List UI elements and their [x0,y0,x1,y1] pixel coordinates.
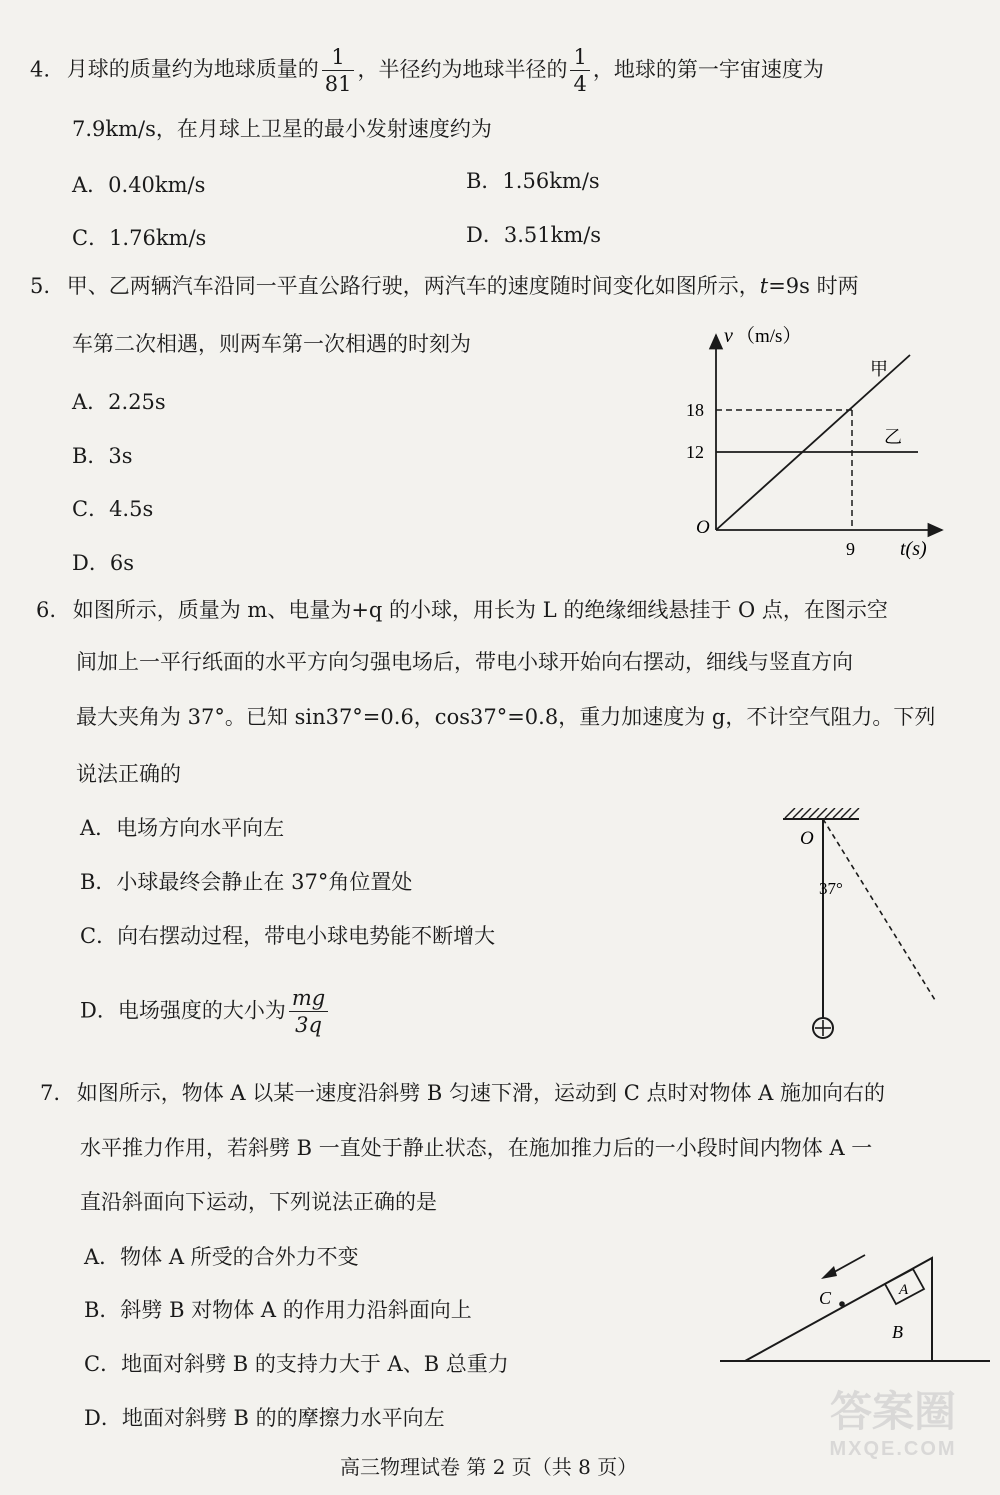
q4-option-a: A．0.40km/s [72,173,206,197]
q5-origin: O [696,517,710,538]
q6-point-o: O [800,828,814,849]
q4-option-b: B．1.56km/s [466,169,600,193]
q5-tick-18: 18 [686,400,704,420]
q5-option-b: B．3s [72,444,133,468]
q5-t-symbol: t [759,274,769,298]
q7-motion-arrowhead [821,1266,837,1279]
q5-number: 5. [30,274,51,298]
q7-line3: 直沿斜面向下运动，下列说法正确的是 [80,1190,437,1214]
q5-option-c: C．4.5s [72,497,154,521]
q5-text-a: 甲、乙两辆汽车沿同一平直公路行驶，两汽车的速度随时间变化如图所示， [66,274,760,298]
q7-number: 7. [40,1081,61,1105]
q4-number: 4. [30,57,51,82]
q4-option-c: C．1.76km/s [72,226,207,250]
q6-pendulum-figure [775,808,955,1043]
q5-tick-9: 9 [846,539,855,559]
q5-option-a: A．2.25s [72,390,166,414]
q4-fraction-1-81: $\frac{1}{81}$ [322,44,355,98]
q5-tick-12: 12 [686,442,704,462]
q6-max-angle-line [823,819,935,1000]
q5-x-label: t(s) [900,538,927,560]
q7-label-c: C [819,1288,832,1308]
watermark-logo [808,1388,978,1488]
q6-text-1: 如图所示，质量为 m、电量为+q 的小球，用长为 L 的绝缘细线悬挂于 O 点，在图示空 [72,598,888,622]
q6-option-c: C．向右摆动过程，带电小球电势能不断增大 [80,924,496,948]
q6-option-a: A．电场方向水平向左 [80,816,285,840]
q7-text-1: 如图所示，物体 A 以某一速度沿斜劈 B 匀速下滑，运动到 C 点时对物体 A 施加向右的 [76,1081,885,1105]
q5-velocity-time-graph [680,315,955,565]
q5-line1 [30,274,859,299]
watermark-line2: MXQE.COM [829,1438,957,1460]
q7-point-c [839,1301,845,1307]
q7-label-a: A [899,1282,909,1298]
q6-number: 6. [36,598,57,622]
q6-line1 [36,598,888,623]
q4-text-c: ，地球的第一宇宙速度为 [592,57,824,82]
q7-option-d: D．地面对斜劈 B 的的摩擦力水平向左 [84,1406,445,1430]
q4-option-d: D．3.51km/s [466,223,602,247]
q5-label-jia: 甲 [870,359,888,379]
q4-line2: 7.9km/s，在月球上卫星的最小发射速度约为 [72,117,492,141]
q6-line4: 说法正确的 [76,762,181,786]
q5-label-yi: 乙 [884,427,902,447]
q7-option-c: C．地面对斜劈 B 的支持力大于 A、B 总重力 [84,1352,509,1376]
q6-fraction-mg-3q: $\frac{mg}{3q}$ [289,985,328,1039]
q7-incline-figure [715,1228,995,1368]
q7-option-a: A．物体 A 所受的合外力不变 [84,1245,359,1269]
q6-angle-label: 37° [819,879,843,898]
q5-y-label-v: v [724,325,733,347]
q4-fraction-1-4: $\frac{1}{4}$ [570,44,589,98]
q5-option-d: D．6s [72,551,134,575]
q5-line-jia [716,355,910,530]
q6-line3: 最大夹角为 37°。已知 sin37°=0.6，cos37°=0.8，重力加速度为 g，不计空气阻力。下列 [76,705,936,729]
q5-text-b: =9s 时两 [768,274,859,298]
q6-option-d-prefix: D．电场强度的大小为 [80,998,286,1023]
watermark-line1: 答案圈 [829,1388,956,1435]
q7-label-b: B [892,1322,903,1342]
q7-line2: 水平推力作用，若斜劈 B 一直处于静止状态，在施加推力后的一小段时间内物体 A 一 [80,1136,873,1160]
q7-option-b: B．斜劈 B 对物体 A 的作用力沿斜面向上 [84,1298,472,1322]
q6-ceiling-hatch [785,808,859,818]
q6-option-b: B．小球最终会静止在 37°角位置处 [80,870,413,894]
q5-line2: 车第二次相遇，则两车第一次相遇的时刻为 [72,332,471,356]
q4-text-b: ，半径约为地球半径的 [357,57,568,82]
q7-line1 [40,1081,885,1106]
q4-line1 [30,44,824,98]
page-footer: 高三物理试卷 第 2 页（共 8 页） [340,1455,638,1479]
q4-text-a: 月球的质量约为地球质量的 [66,57,319,82]
q6-option-d [80,985,331,1039]
q6-line2: 间加上一平行纸面的水平方向匀强电场后，带电小球开始向右摆动，细线与竖直方向 [76,650,853,674]
q5-y-label-unit: （m/s） [736,326,802,347]
